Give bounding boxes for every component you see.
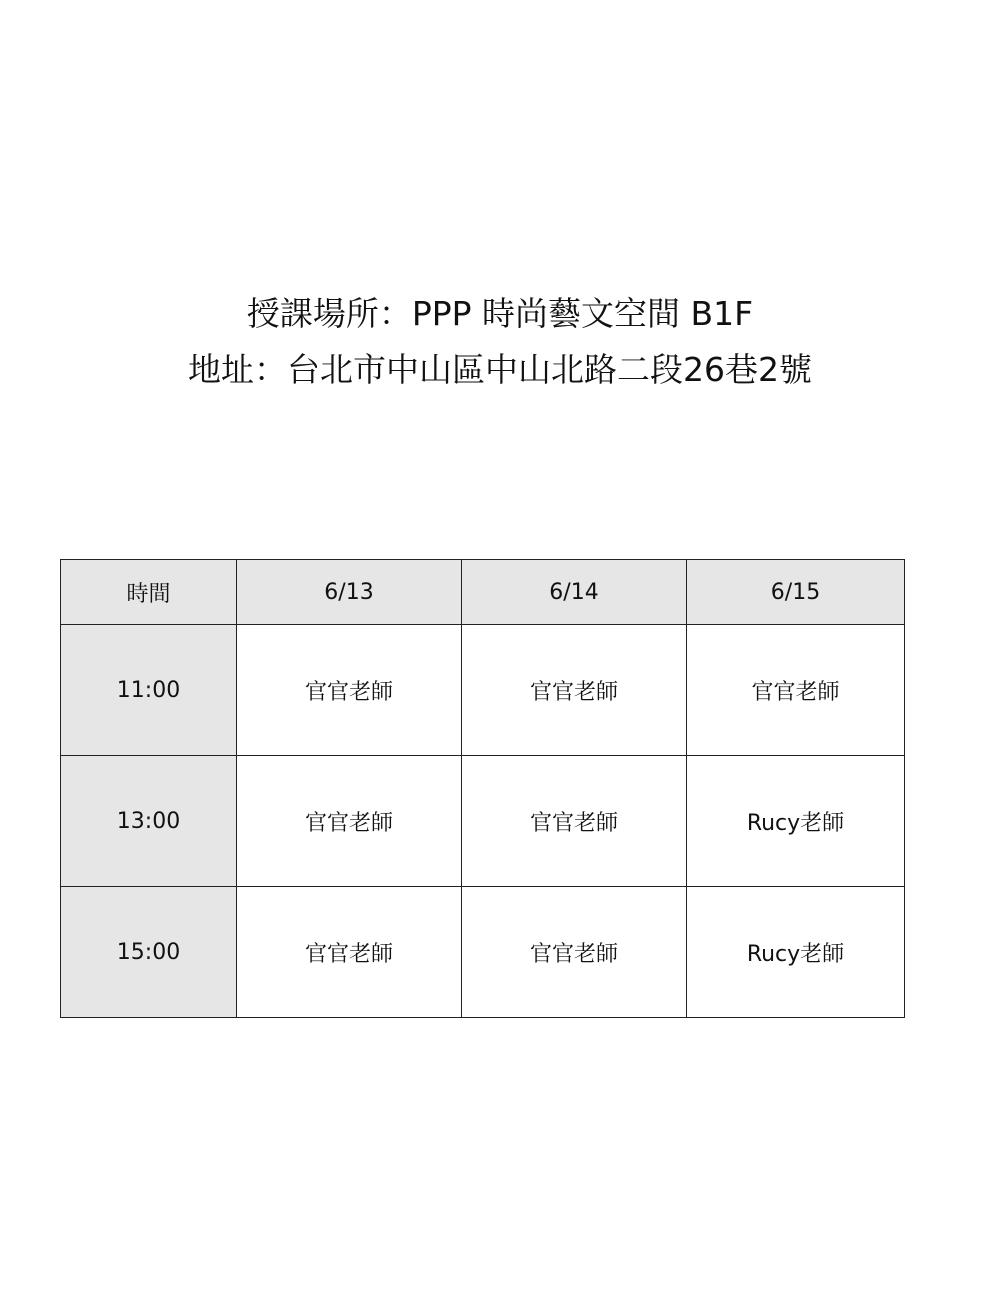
teacher-cell: 官官老師: [462, 756, 687, 887]
teacher-cell: Rucy老師: [687, 887, 905, 1018]
teacher-cell: 官官老師: [237, 625, 462, 756]
venue-line: 授課場所：PPP 時尚藝文空間 B1F: [246, 294, 754, 333]
table-header-row: [61, 560, 905, 625]
column-header-date: 6/15: [687, 560, 905, 625]
table-row: [61, 887, 905, 1018]
table-row: [61, 756, 905, 887]
teacher-cell: 官官老師: [237, 756, 462, 887]
schedule-table: [60, 559, 905, 1018]
teacher-cell: 官官老師: [462, 887, 687, 1018]
time-cell: 15:00: [61, 887, 237, 1018]
table-row: [61, 625, 905, 756]
teacher-cell: 官官老師: [687, 625, 905, 756]
column-header-date: 6/14: [462, 560, 687, 625]
time-cell: 13:00: [61, 756, 237, 887]
venue-header: [0, 286, 1000, 398]
address-line: 地址：台北市中山區中山北路二段26巷2號: [188, 350, 812, 389]
teacher-cell: 官官老師: [237, 887, 462, 1018]
column-header-date: 6/13: [237, 560, 462, 625]
column-header-time: 時間: [61, 560, 237, 625]
time-cell: 11:00: [61, 625, 237, 756]
teacher-cell: Rucy老師: [687, 756, 905, 887]
teacher-cell: 官官老師: [462, 625, 687, 756]
